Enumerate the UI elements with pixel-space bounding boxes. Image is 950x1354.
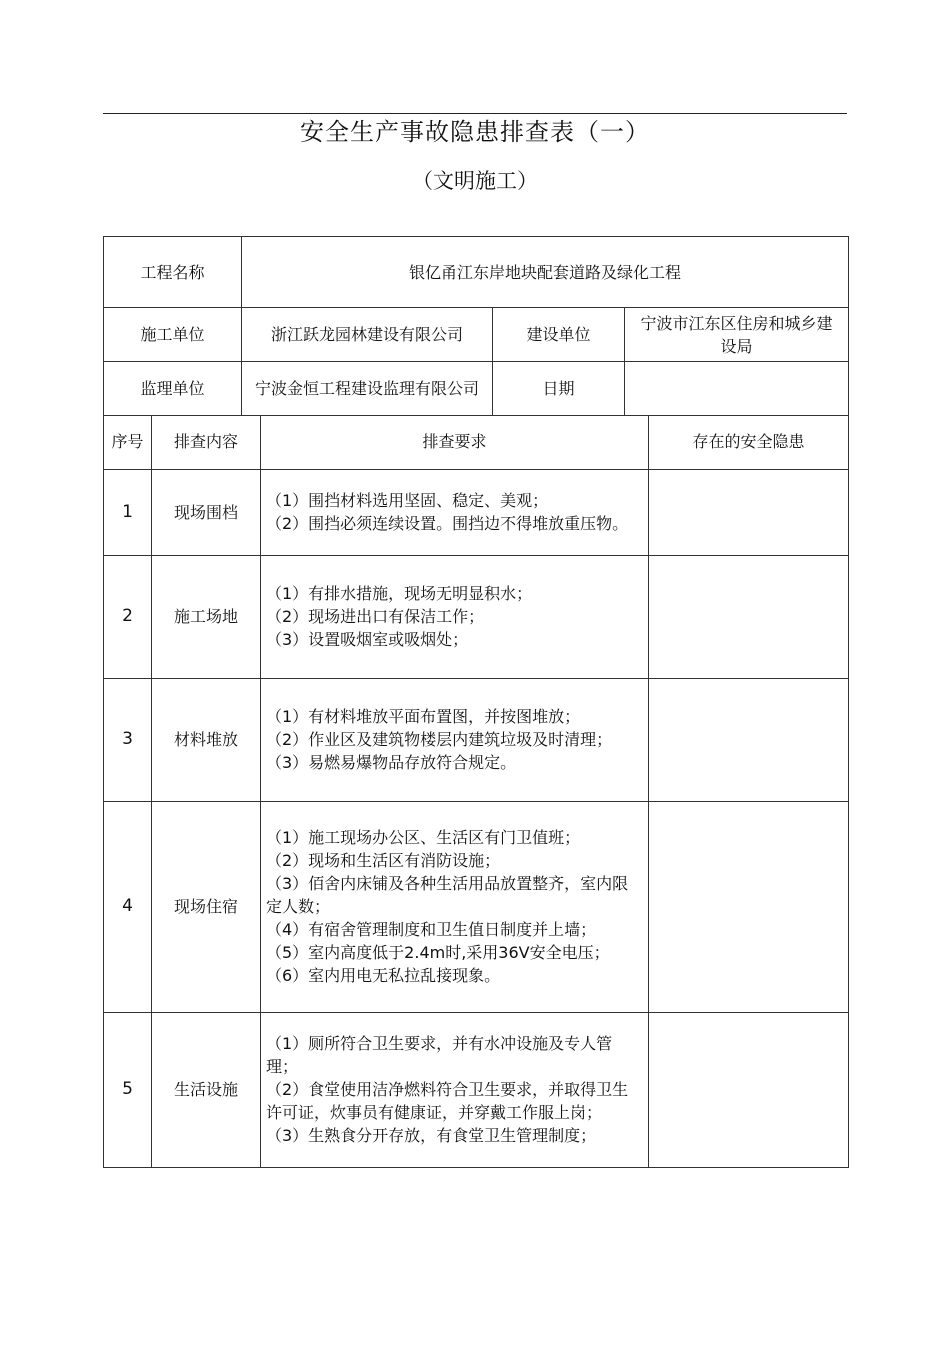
requirement-line: （3）设置吸烟室或吸烟处； [266,630,469,649]
page-title: 安全生产事故隐患排查表（一） [300,118,650,146]
row-item: 材料堆放 [152,678,261,801]
inspection-rows [104,469,849,1167]
table-row [104,1012,849,1167]
page-subtitle: （文明施工） [412,169,538,193]
date-value [625,362,849,416]
requirement-line: （3）易燃易爆物品存放符合规定。 [266,753,517,772]
requirement-line: （6）室内用电无私拉乱接现象。 [266,966,501,985]
project-name-value: 银亿甬江东岸地块配套道路及绿化工程 [242,237,849,308]
project-name-label: 工程名称 [104,237,242,308]
requirement-line: （2）食堂使用洁净燃料符合卫生要求，并取得卫生许可证，炊事员有健康证，并穿戴工作服上岗； [266,1080,629,1122]
row-hazard[interactable] [649,801,849,1012]
supervisor-label: 监理单位 [104,362,242,416]
requirement-line: （2）作业区及建筑物楼层内建筑垃圾及时清理； [266,730,613,749]
builder-label: 建设单位 [493,308,625,362]
row-requirements [261,555,649,678]
row-requirements [261,469,649,555]
row-seq: 4 [104,801,152,1012]
inspection-table [103,415,849,1168]
table-row [104,801,849,1012]
row-seq: 5 [104,1012,152,1167]
row-seq: 1 [104,469,152,555]
requirement-line: （1）围挡材料选用坚固、稳定、美观； [266,491,549,510]
contractor-label: 施工单位 [104,308,242,362]
date-label: 日期 [493,362,625,416]
requirement-line: （1）有材料堆放平面布置图，并按图堆放； [266,707,581,726]
row-item: 现场围档 [152,469,261,555]
row-requirements [261,678,649,801]
row-requirements [261,1012,649,1167]
table-row [104,555,849,678]
requirement-line: （2）现场进出口有保洁工作； [266,607,485,626]
row-seq: 3 [104,678,152,801]
table-row [104,678,849,801]
requirement-line: （2）现场和生活区有消防设施； [266,851,501,870]
requirement-line: （1）厕所符合卫生要求，并有水冲设施及专人管理； [266,1034,613,1076]
row-hazard[interactable] [649,555,849,678]
contractor-value: 浙江跃龙园林建设有限公司 [242,308,493,362]
requirement-line: （1）施工现场办公区、生活区有门卫值班； [266,828,581,847]
row-seq: 2 [104,555,152,678]
project-row [104,237,849,308]
supervisor-value: 宁波金恒工程建设监理有限公司 [242,362,493,416]
row-item: 现场住宿 [152,801,261,1012]
header-hazard: 存在的安全隐患 [649,415,849,469]
row-hazard[interactable] [649,1012,849,1167]
supervisor-row [104,362,849,416]
row-hazard[interactable] [649,678,849,801]
row-requirements [261,801,649,1012]
requirement-line: （3）佰舍内床铺及各种生活用品放置整齐，室内限定人数； [266,874,629,916]
requirement-line: （1）有排水措施，现场无明显积水； [266,584,533,603]
header-seq: 序号 [104,415,152,469]
requirement-line: （4）有宿舍管理制度和卫生值日制度并上墙； [266,920,597,939]
header-item: 排查内容 [152,415,261,469]
inspection-header-row [104,415,849,469]
row-item: 生活设施 [152,1012,261,1167]
requirement-line: （2）围挡必须连续设置。围挡边不得堆放重压物。 [266,514,629,533]
table-row [104,469,849,555]
header-requirement: 排查要求 [261,415,649,469]
requirement-line: （3）生熟食分开存放，有食堂卫生管理制度； [266,1126,597,1145]
project-info-table [103,236,849,416]
row-item: 施工场地 [152,555,261,678]
builder-value: 宁波市江东区住房和城乡建设局 [625,308,849,362]
row-hazard[interactable] [649,469,849,555]
contractor-row [104,308,849,362]
requirement-line: （5）室内高度低于2.4m时,采用36V安全电压； [266,943,610,962]
